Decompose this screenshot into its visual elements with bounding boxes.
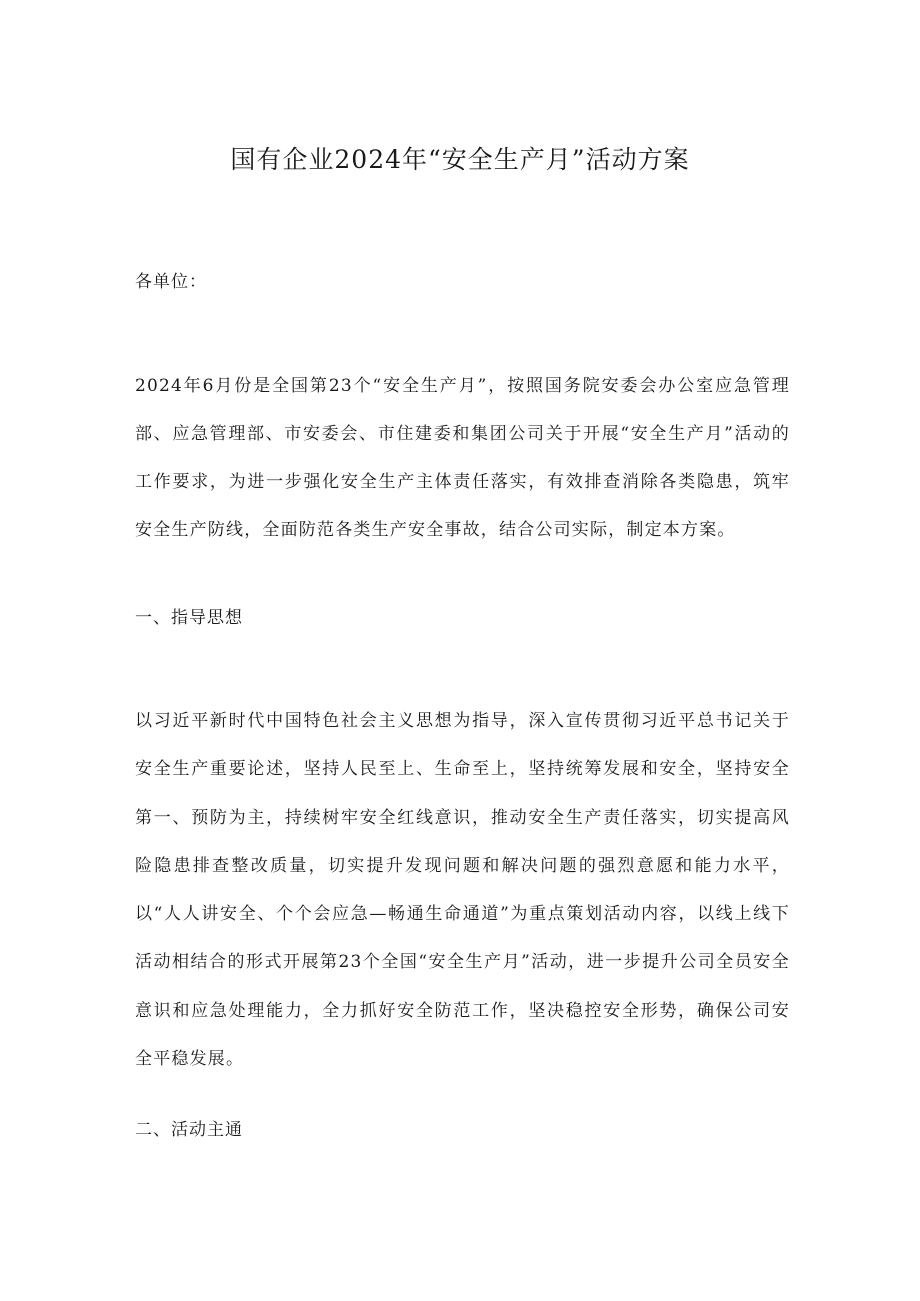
salutation: 各单位： [135,272,207,292]
document-title: 国有企业2024年“安全生产月”活动方案 [230,145,690,174]
section-heading-activity-theme: 二、活动主通 [135,1120,243,1140]
intro-paragraph: 2024年6月份是全国第23个“安全生产月”，按照国务院安委会办公室应急管理部、应急管理部、市安委会、市住建委和集团公司关于开展“安全生产月”活动的工作要求，为进一步强化安全生产主体责任落实，有效排查消除各类隐患，筑牢安全生产防线，全面防范各类生产安全事故，结合公司实际，制定本方案。 [135,376,790,540]
section-body-guiding-ideology: 以习近平新时代中国特色社会主义思想为指导，深入宣传贯彻习近平总书记关于安全生产重要论述，坚持人民至上、生命至上，坚持统筹发展和安全，坚持安全第一、预防为主，持续树牢安全红线意识，推动安全生产责任落实，切实提高风险隐患排查整改质量，切实提升发现问题和解决问题的强烈意愿和能力水平，以“人人讲安全、个个会应急—畅通生命通道”为重点策划活动内容，以线上线下活动相结合的形式开展第23个全国“安全生产月”活动，进一步提升公司全员安全意识和应急处理能力，全力抓好安全防范工作，坚决稳控安全形势，确保公司安全平稳发展。 [135,711,790,1070]
section-heading-guiding-ideology: 一、指导思想 [135,608,243,628]
